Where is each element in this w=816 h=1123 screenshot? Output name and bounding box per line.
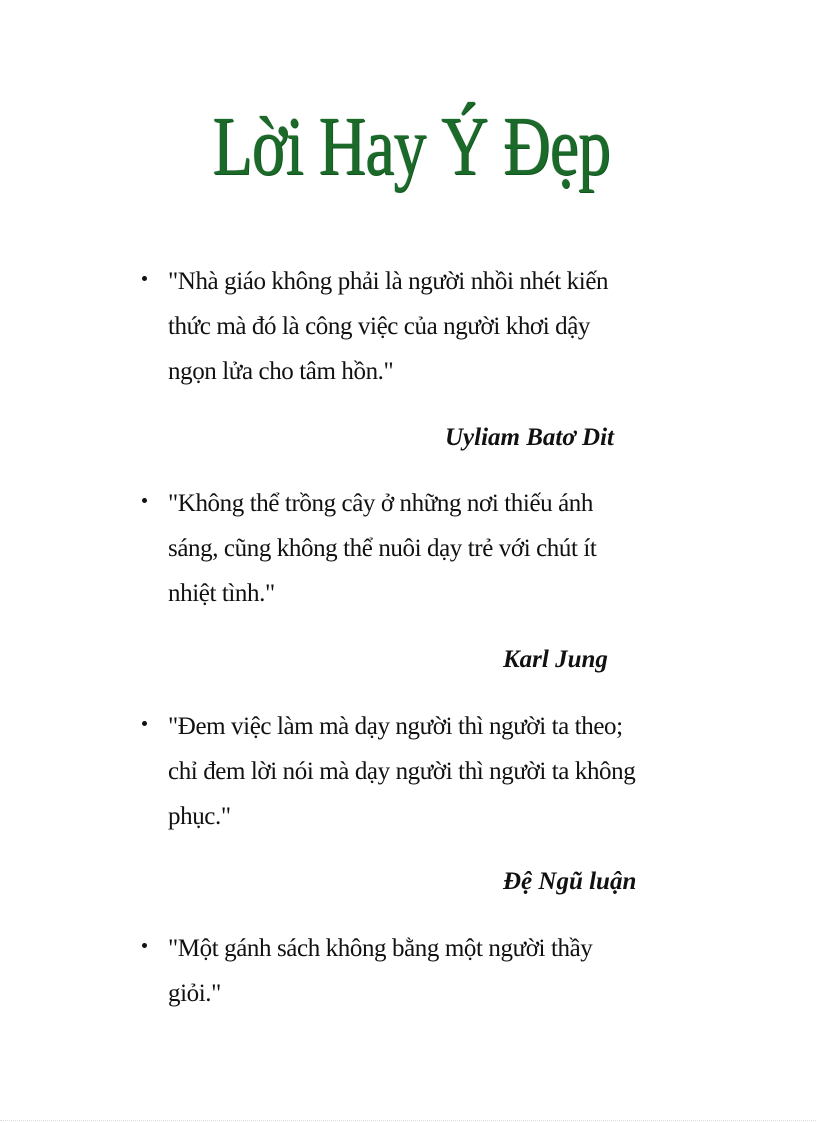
- quote-line: "Đem việc làm mà dạy người thì người ta theo;: [168, 713, 623, 740]
- quote-line: thức mà đó là công việc của người khơi dậy: [168, 313, 591, 340]
- quote-line: "Không thể trồng cây ở những nơi thiếu ánh: [168, 490, 593, 517]
- page-title: Lời Hay Ý Đẹp: [212, 100, 611, 193]
- quote-line: giỏi.": [168, 980, 221, 1007]
- quote-line: sáng, cũng không thể nuôi dạy trẻ với chút ít: [168, 535, 597, 562]
- quote-author: Đệ Ngũ luận: [503, 868, 637, 895]
- bullet-icon: [142, 943, 147, 948]
- quote-line: ngọn lửa cho tâm hồn.": [168, 358, 394, 385]
- bullet-icon: [142, 721, 147, 726]
- quote-author: Uyliam Batơ Dit: [445, 424, 614, 451]
- bullet-icon: [142, 498, 147, 503]
- quote-item: [168, 704, 708, 839]
- quote-line: "Nhà giáo không phải là người nhồi nhét kiến: [168, 268, 609, 295]
- quote-author: Karl Jung: [503, 646, 608, 673]
- quote-item: [168, 926, 708, 1016]
- bullet-icon: [142, 276, 147, 281]
- quote-line: phục.": [168, 803, 231, 830]
- page-edge-divider: [0, 1120, 816, 1121]
- quote-line: "Một gánh sách không bằng một người thầy: [168, 935, 593, 962]
- quote-line: chỉ đem lời nói mà dạy người thì người ta không: [168, 758, 636, 785]
- quote-line: nhiệt tình.": [168, 580, 275, 607]
- quote-item: [168, 259, 708, 394]
- quote-item: [168, 481, 708, 616]
